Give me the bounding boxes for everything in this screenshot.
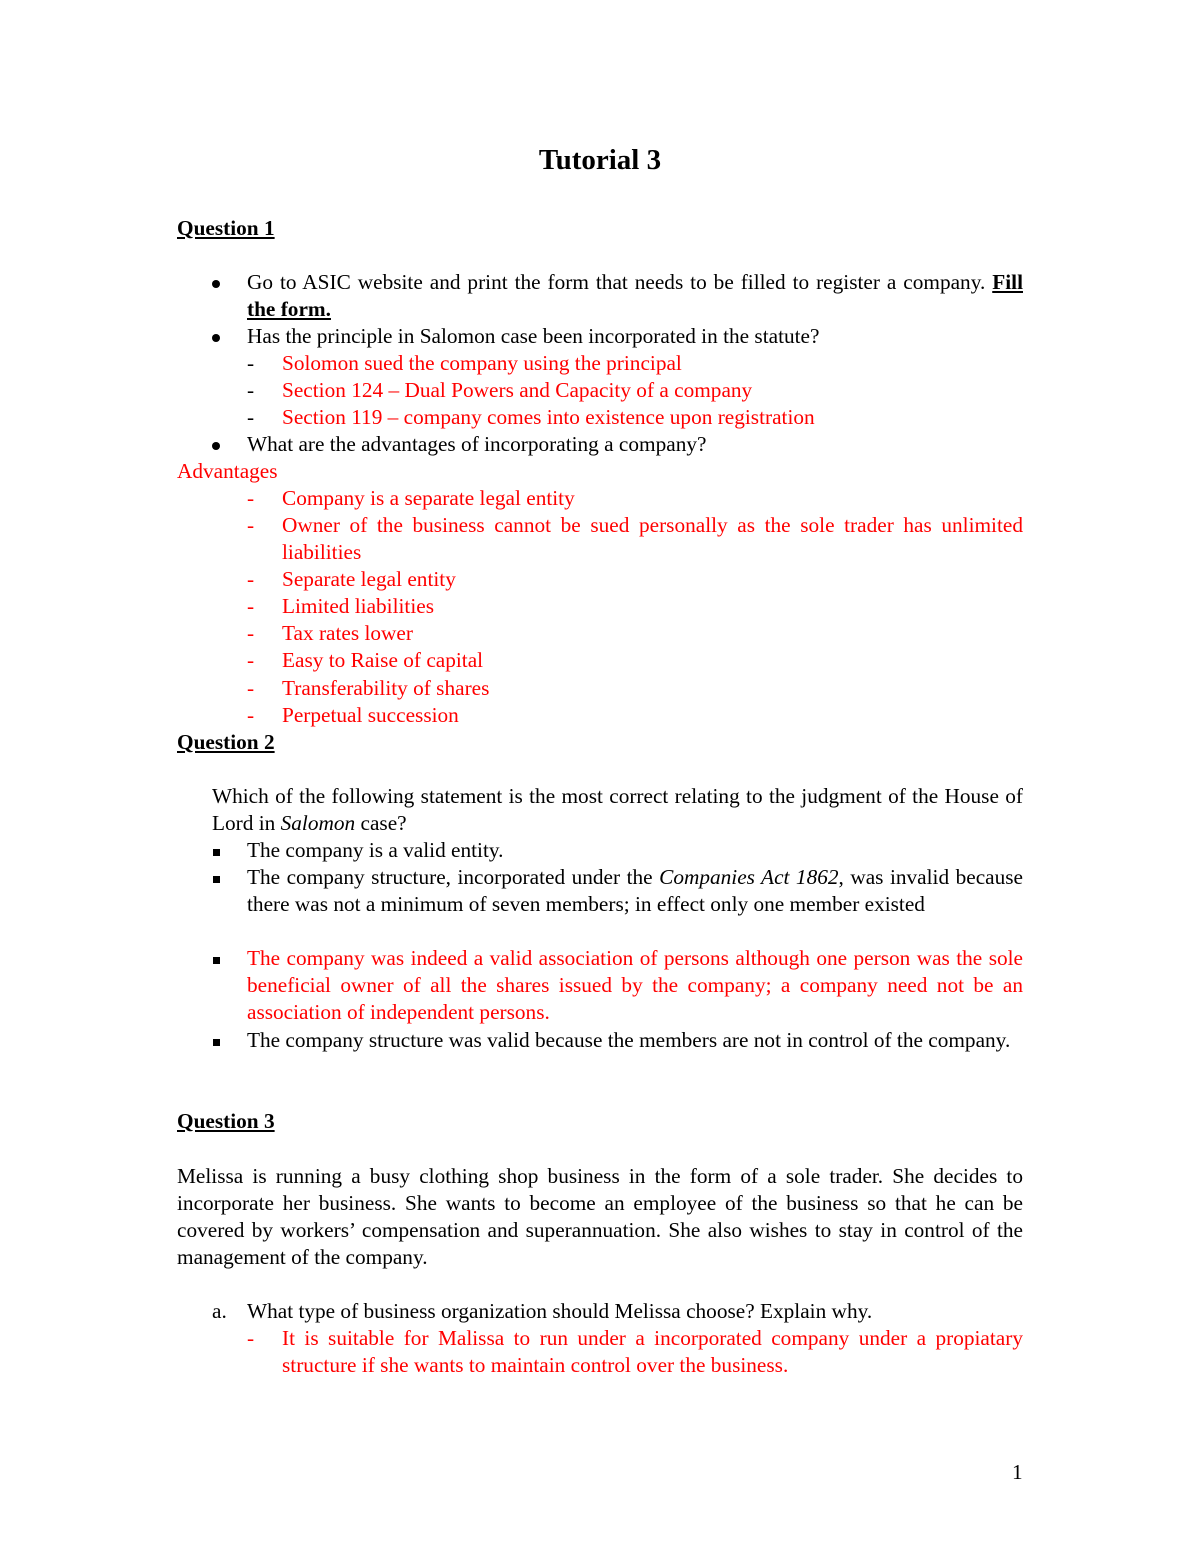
fill-form-instruction: Fill the form. [247, 270, 1023, 321]
square-bullet-icon [206, 1027, 226, 1054]
q1-answer-2-text: Section 124 – Dual Powers and Capacity of a company [282, 378, 753, 402]
advantages-label: Advantages [177, 459, 278, 483]
bullet-dot-icon [206, 323, 226, 350]
q3-scenario: Melissa is running a busy clothing shop business in the form of a sole trader. She decides to incorporate her business. She wants to become an employee of the business so that he can be covered by workers’ compensation and superannuation. She also wishes to stay in control of the management of the company. [177, 1164, 1023, 1269]
q1-bullet-2-text: Has the principle in Salomon case been incorporated in the statute? [247, 324, 820, 348]
square-bullet-icon [206, 945, 226, 972]
part-a-question: What type of business organization should Melissa choose? Explain why. [247, 1299, 873, 1323]
part-a-label: a. [212, 1299, 227, 1323]
bullet-dot-icon [206, 269, 226, 296]
document-page: Tutorial 3 Question 1 Go to ASIC website and print the form that needs to be filled to register a company. Fill the form. Has the principle in Salomon case been incorporated in the statute? - Solomon sued the company using the principal - Section 124 – Dual Powers and Capacity of a company - Section 119 – company comes into existence upon registration What are the advantages of incorporating a company? Advantages - Company is a separate legal entity - Owner of the business cannot be sued personally as the sole trader has unlimited liabilities - Separate legal entity - Limited liabilities - Tax rates lower - Easy to Raise of capital - Transferability of shares - Perpetual succession Question 2 Which of the following statement is the most correct relating to the judgment of the House of Lord in Salomon case? The company is a valid entity. The company structure, incorporated under the Companies Act 1862, was invalid because there was not a minimum of seven members; in effect only one member existed The company was indeed a valid association of persons although one person was the sole beneficial owner of all the shares issued by the company; a company need not be an association of independent persons. The company structure was valid because the members are not in control of the company. Question 3 Melissa is running a busy clothing shop business in the form of a sole trader. She decides to incorporate her business. She wants to become an employee of the business so that he can be covered by workers’ compensation and superannuation. She also wishes to stay in control of the management of the company. a. What type of business organization should Melissa choose? Explain why. - It is suitable for Malissa to run under a incorporated company under a propiatary structure if she wants to maintain control over the business. 1 [0, 0, 1200, 1553]
square-bullet-icon [206, 837, 226, 864]
bullet-dot-icon [206, 431, 226, 458]
q2-intro: Which of the following statement is the most correct relating to the judgment of the House of Lord in Salomon case? [212, 784, 1023, 835]
question-1-heading: Question 1 [177, 216, 275, 240]
q1-answer-1-text: Solomon sued the company using the principal [282, 351, 682, 375]
q1-bullet-3-text: What are the advantages of incorporating a company? [247, 432, 707, 456]
q1-bullet-1-text: Go to ASIC website and print the form that needs to be filled to register a company. [247, 270, 986, 294]
question-2-heading: Question 2 [177, 730, 275, 754]
page-title: Tutorial 3 [538, 144, 662, 176]
question-3-heading: Question 3 [177, 1109, 275, 1133]
square-bullet-icon [206, 864, 226, 891]
page-number: 1 [1012, 1460, 1023, 1484]
q1-answer-3-text: Section 119 – company comes into existence upon registration [282, 405, 815, 429]
